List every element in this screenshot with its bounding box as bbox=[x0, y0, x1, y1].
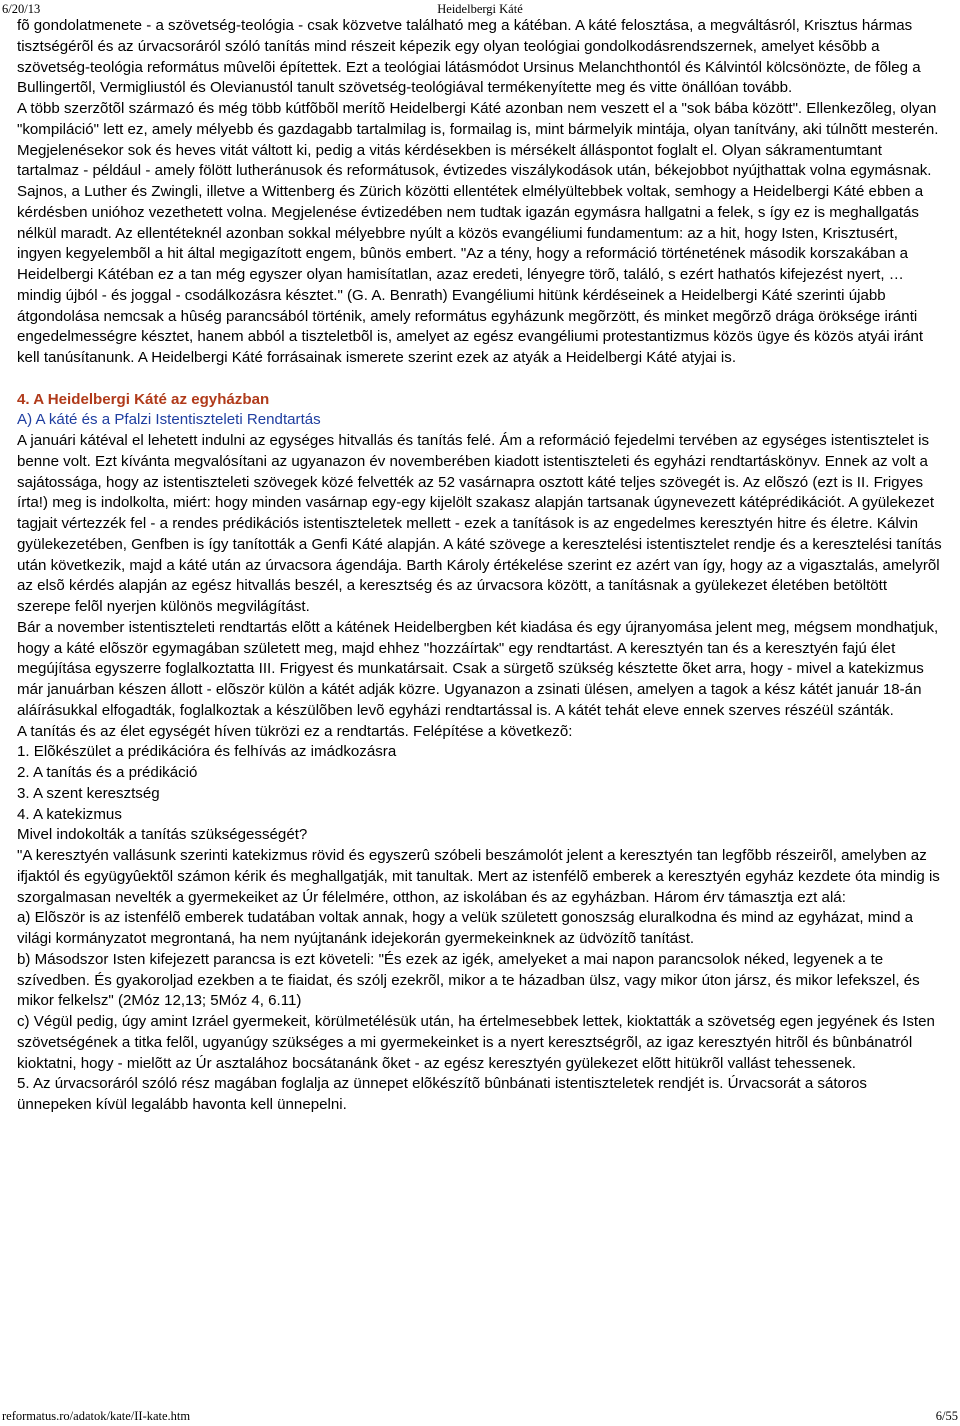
print-date: 6/20/13 bbox=[2, 2, 41, 16]
list-item: 2. A tanítás és a prédikáció bbox=[17, 764, 198, 781]
paragraph: fõ gondolatmenete - a szövetség-teológia - csak közvetve található meg a kátéban. A káté felosztása, a megváltásról, Krisztus hármas tisztségérõl és az úrvacsoráról szóló tanítás mind részeit képezik egy olyan teológiai gondolkodásrendszernek, amelyet késõbb a szövetség-teológia református mûvelõi építettek. Ezt a teológiai látásmódot Ursinus Melanchthontól és Kálvintól kölcsönözte, de fõleg a Bullingertõl, Vermigliustól és Olevianustól tanult szövetség-teológiával termékenyítette meg és vitte önállóan tovább. bbox=[17, 17, 921, 97]
paragraph: A tanítás és az élet egységét híven tükrözi ez a rendtartás. Felépítése a következõ: bbox=[17, 722, 573, 740]
paragraph: c) Végül pedig, úgy amint Izráel gyermekeit, körülmetélésük után, ha értelmesebbek lettek, kioktatták a szövetség egen jegyének és Isten szövetségének a titka felõl, ugyanúgy szükséges a mi gyermekeinket is a nyert keresztségrõl, az igaz keresztyén hitrõl és bûnbánatról kioktatni, hogy - mielõtt az Úr asztalához bocsátanánk õket - az egész keresztyén gyülekezet elõtt hitükrõl vallást tehessenek. bbox=[17, 1013, 935, 1072]
question-line: Mivel indokolták a tanítás szükségességét? bbox=[17, 826, 308, 844]
paragraph: 5. Az úrvacsoráról szóló rész magában foglalja az ünnepet elõkészítõ bûnbánati istentiszteletek rendjét is. Úrvacsorát a sátoros ünnepeken kívül legalább havonta kell ünnepelni. bbox=[17, 1075, 867, 1113]
paragraph: Bár a november istentiszteleti rendtartás elõtt a kátének Heidelbergben két kiadása és egy újranyomása jelent meg, mégsem mondhatjuk, hogy a káté elõször egymagában született meg, majd ehhez "hozzáírtak" egy rendtartást. A keresztyén tan és a keresztyén fajú élet megújítása egyszerre foglalkoztatta III. Frigyest és munkatársait. Csak a sürgetõ szükség késztette õket arra, hogy - mivel a katekizmus már januárban készen állott - elõször külön a kátét adják közre. Ugyanazon a zsinati ülésen, amelyen a tagok a kész kátét január 18-án aláírásukkal elfogadták, foglalkoztak a készülõben levõ egyházi rendtartással is. A kátét tehát eleve ennek szerves részéül szánták. bbox=[17, 618, 939, 719]
list-item: 1. Elõkészület a prédikációra és felhívás az imádkozásra bbox=[17, 743, 397, 761]
page-number: 6/55 bbox=[935, 1409, 958, 1423]
paragraph: A több szerzõtõl származó és még több kútfõbõl merítõ Heidelbergi Káté azonban nem veszett el a "sok bába között". Ellenkezõleg, olyan "kompiláció" lett ez, amely mélyebb és gazdagabb tartalmilag is, formailag is, mint bármelyik mintája, olyan tanítvány, aki túlnõtt mesterén. Megjelenésekor sok és heves vitát váltott ki, pedig a vitás kérdésekben is mérsékelt álláspontot foglalt el. Olyan sákramentumtant tartalmaz - például - amely fölött lutheránusok és reformátusok, évtizedes viszálykodások után, békejobbot nyújthattak volna egymásnak. Sajnos, a Luther és Zwingli, illetve a Wittenberg és Zürich közötti ellentétek elmélyültebbek voltak, semhogy a Heidelbergi Káté ebben a kérdésben unióhoz vezethetett volna. Megjelenése évtizedében nem tudtak igazán egymásra hallgatni a felek, s így ez is meghallgatás nélkül maradt. Az ellentéteknél azonban sokkal mélyebbre nyúlt a közös evangéliumi fundamentum: az a hit, hogy Isten, Krisztusért, ingyen kegyelembõl a hit által megigazított engem, bûnös embert. "Az a tény, hogy a reformáció történetének második korszakában a Heidelbergi Kátéban ez a tan még egyszer olyan hamisítatlan, azaz eredeti, lényegre törõ, találó, s ezért hathatós kifejezést nyert, … mindig újból - és joggal - csodálkozásra késztet." (G. A. Benrath) Evangéliumi hitünk kérdéseinek a Heidelbergi Káté szerinti újabb átgondolása nemcsak a hûség parancsából történik, amely református egyházunk megõrzött, és minket megõrzõ drága öröksége iránti engedelmességre késztet, hanem abból a tiszteletbõl is, amelyet az egész evangéliumi protestantizmus közös ügye és közös atyái iránt kell tanúsítanunk. A Heidelbergi Káté forrásainak ismerete szerint ezek az atyák a Heidelbergi Káté atyjai is. bbox=[17, 100, 939, 366]
document-title: Heidelbergi Káté bbox=[437, 2, 523, 16]
paragraph: b) Másodszor Isten kifejezett parancsa is ezt követeli: "És ezek az igék, amelyeket a mai napon parancsolok néked, legyenek a te szívedben. És gyakoroljad ezekben a te fiaidat, és szólj ezekrõl, mikor a te házadban ülsz, vagy mikor úton jársz, és mikor lefekszel, és mikor felkelsz" (2Móz 12,13; 5Móz 4, 6.11) bbox=[17, 950, 920, 1010]
section-subheading: A) A káté és a Pfalzi Istentiszteleti Rendtartás bbox=[17, 411, 321, 429]
source-url: reformatus.ro/adatok/kate/II-kate.htm bbox=[2, 1409, 191, 1423]
paragraph: a) Elõször is az istenfélõ emberek tudatában voltak annak, hogy a velük született gonoszság eluralkodna és mind az egyházat, mind a világi kormányzatot megrontaná, ha nem nyújtanánk idejekorán gyermekeinknek az üdvözítõ tanítást. bbox=[17, 909, 914, 947]
document-body bbox=[17, 16, 943, 1116]
paragraph-spacer bbox=[17, 369, 943, 390]
section-heading: 4. A Heidelbergi Káté az egyházban bbox=[17, 390, 270, 408]
page-header bbox=[0, 0, 960, 16]
paragraph: A januári kátéval el lehetett indulni az egységes hitvallás és tanítás felé. Ám a reformáció fejedelmi tervében az egységes istentisztelet is benne volt. Ezt kívánta megvalósítani az ugyanazon év novemberében kiadott istentiszteleti és egyházi rendtartáskönyv. Ennek az volt a sajátossága, hogy az istentiszteleti szövegek közé felvették az 52 vasárnapra osztott káté teljes szövegét is. Az elõszó (ezt is II. Frigyes írta!) meg is indolkolta, miért: hogy minden vasárnap egy-egy kijelölt szakasz alapján tartsanak úgynevezett kátéprédikációt. A gyülekezet tagjait vértezzék fel - a rendes prédikációs istentiszteletek mellett - ezek a tanítások is az engedelmes keresztyén hitre és életre. Kálvin gyülekezetében, Genfben is így tanították a Genfi Káté alapján. A káté szövege a keresztelési istentisztelet rendje és a keresztelési tanítás után következik, majd a káté után az úrvacsora ágendája. Barth Károly értékelése szerint ez azért van így, hogy az a vigasztalás, amelyrõl az elsõ kérdés alapján az egész hitvallás beszél, a keresztség és az úrvacsora között, a tanításnak a gyülekezet életében betöltött szerepe felõl nyerjen különös megvilágítást. bbox=[17, 432, 942, 615]
page-footer bbox=[0, 1407, 960, 1425]
list-item: 4. A katekizmus bbox=[17, 805, 122, 823]
paragraph: "A keresztyén vallásunk szerinti katekizmus rövid és egyszerû szóbeli beszámolót jelent a keresztyén tan legfõbb részeirõl, amelyben az ifjaktól és együgyûektõl számon kérik és meghallgatják, mit tanultak. Mert az istenfélõ emberek a keresztyén egyház kezdete óta mindig is szorgalmasan nevelték a gyermekeiket az Úr félelmére, otthon, az iskolában és az egyházban. Három érv támasztja ezt alá: bbox=[17, 847, 940, 906]
list-item: 3. A szent keresztség bbox=[17, 784, 160, 802]
